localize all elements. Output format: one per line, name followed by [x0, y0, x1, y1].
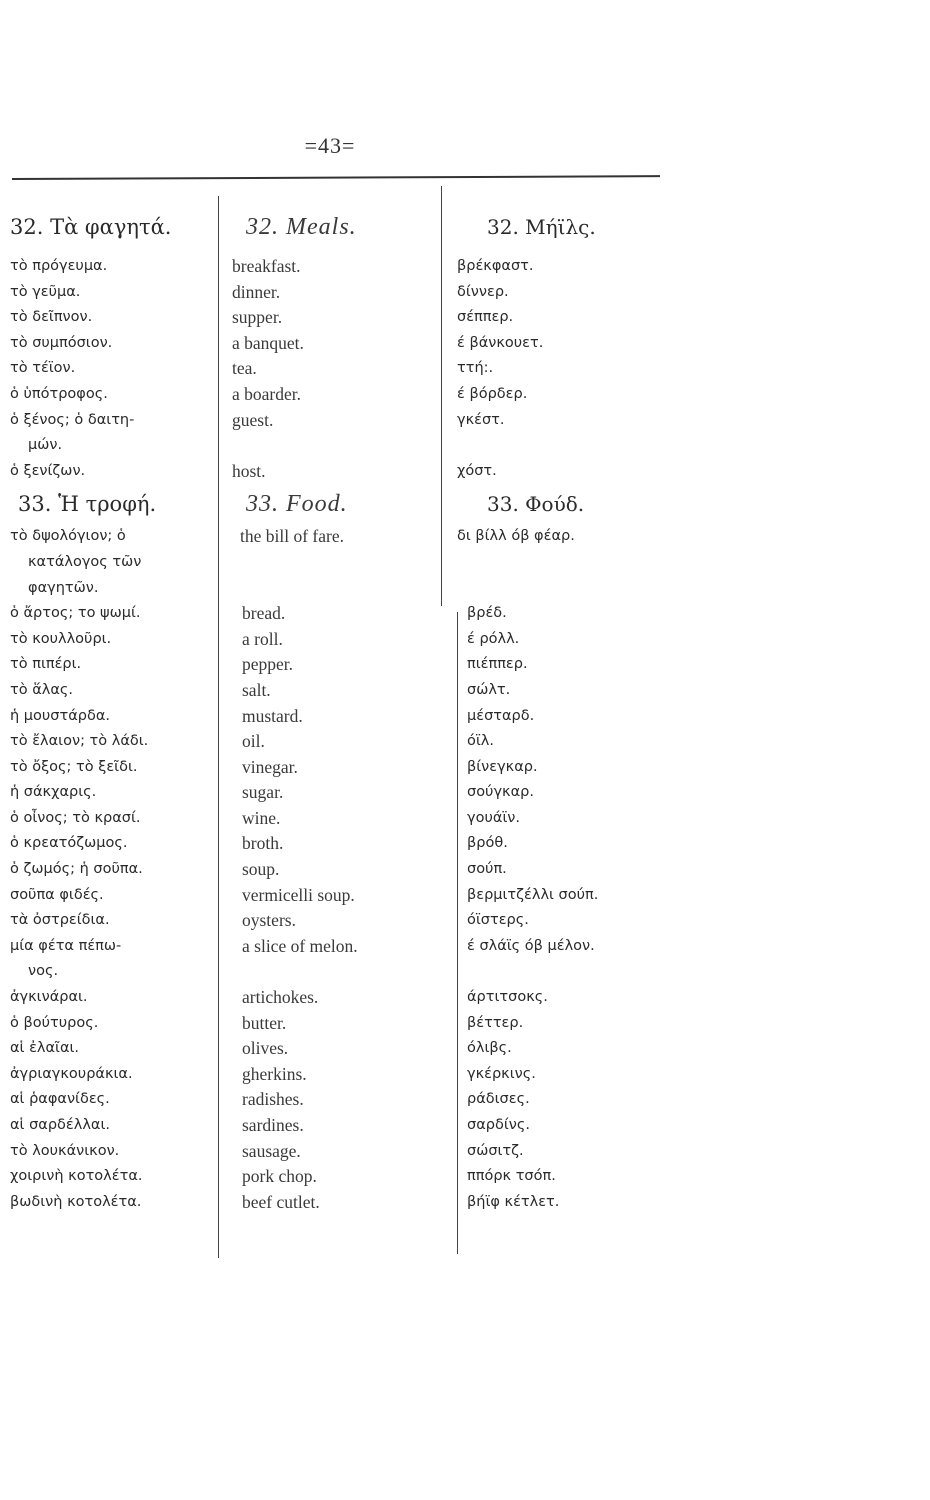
entry-line: βέττερ. [467, 1014, 524, 1031]
greek-column [10, 200, 220, 1215]
entry-line: σώλτ. [467, 681, 511, 698]
entry-line: βίνεγκαρ. [467, 758, 538, 775]
section33-translit-intro: δι βίλλ όβ φέαρ. [457, 528, 575, 545]
spacer [457, 550, 677, 576]
entry-line: vermicelli soup. [242, 884, 355, 905]
entry-line: ὁ ἄρτος; το ψωμί. [10, 605, 141, 622]
entry-line: μών. [28, 437, 63, 454]
entry-line: τὸ ὄξος; τὸ ξεῖδι. [10, 758, 138, 775]
entry-line: salt. [242, 679, 271, 700]
entry-line: ἀγριαγκουράκια. [10, 1065, 133, 1082]
entry-line [467, 959, 677, 985]
entry-line: butter. [242, 1012, 287, 1033]
entry-line: τὸ κουλλοῦρι. [10, 630, 112, 647]
entry-line: νος. [28, 963, 59, 980]
entry-line: wine. [242, 807, 281, 828]
top-rule [12, 175, 660, 180]
entry-line: τὸ συμπόσιον. [10, 334, 113, 351]
entry-line: δίννερ. [457, 283, 509, 300]
entry-line: breakfast. [232, 256, 301, 276]
entry-line: ὁ ζωμός; ἡ σοῦπα. [10, 861, 143, 878]
entry-line: βήϊφ κέτλετ. [467, 1193, 560, 1210]
entry-line: άρτιτσοκς. [467, 989, 548, 1006]
entry-line: βρέκφαστ. [457, 258, 534, 274]
entry-line: sausage. [242, 1140, 301, 1161]
entry-line: χόστ. [457, 462, 497, 479]
entry-line: soup. [242, 859, 280, 880]
entry-line: τὸ πρόγευμα. [10, 258, 108, 274]
entry-line: broth. [242, 833, 284, 854]
entry-line: σούπ. [467, 861, 507, 878]
entry-line: ππόρκ τσόπ. [467, 1168, 556, 1185]
entry-line: ἡ σάκχαρις. [10, 784, 97, 801]
section32-greek-heading: 32. Τὰ φαγητά. [10, 215, 172, 239]
entry-line: a boarder. [232, 383, 301, 404]
entry-line: beef cutlet. [242, 1191, 320, 1212]
entry-line: supper. [232, 307, 283, 328]
entry-line: τὸ γεῦμα. [10, 283, 81, 300]
entry-line: artichokes. [242, 987, 319, 1008]
entry-line: τὸ δψολόγιον; ὁ [10, 528, 126, 545]
entry-line [457, 433, 677, 459]
entry-line: χοιρινὴ κοτολέτα. [10, 1168, 143, 1185]
entry-line: ὁ ξενίζων. [10, 462, 86, 479]
entry-line: έ σλάϊς όβ μέλον. [467, 937, 595, 954]
entry-line: βρέδ. [467, 605, 507, 622]
entry-line: όϊστερς. [467, 912, 529, 929]
entry-line: pork chop. [242, 1166, 317, 1187]
section33-english-list [232, 601, 442, 1215]
entry-line: mustard. [242, 705, 303, 726]
entry-line: σοῦπα φιδές. [10, 886, 104, 903]
entry-line: βωδινὴ κοτολέτα. [10, 1193, 142, 1210]
entry-line [232, 433, 442, 459]
entry-line: σώσιτζ. [467, 1142, 524, 1159]
entry-line: γκέρκινς. [467, 1065, 536, 1082]
spacer [232, 576, 442, 602]
entry-line: bread. [242, 603, 286, 624]
section33-translit-list [457, 601, 677, 1215]
english-column [232, 200, 442, 1215]
entry-line: τὸ ἔλαιον; τὸ λάδι. [10, 733, 149, 750]
entry-line: αἱ ῥαφανίδες. [10, 1091, 110, 1108]
entry-line: γουάϊν. [467, 809, 521, 826]
entry-line: pepper. [242, 654, 294, 675]
entry-line: φαγητῶν. [28, 579, 99, 596]
entry-line: ττή:. [457, 360, 494, 377]
section32-translit-list [457, 254, 677, 484]
entry-line: τὸ λουκάνικον. [10, 1142, 120, 1159]
entry-line: a slice of melon. [242, 935, 358, 956]
spacer [457, 576, 677, 602]
entry-line: αἱ σαρδέλλαι. [10, 1117, 110, 1133]
section33-english-heading: 33. Food. [246, 491, 348, 518]
entry-line: sugar. [242, 782, 284, 803]
section32-english-heading: 32. Meals. [246, 214, 357, 240]
entry-line: gherkins. [242, 1063, 307, 1084]
entry-line: ὁ ὑπότροφος. [10, 385, 108, 402]
entry-line: vinegar. [242, 756, 298, 777]
entry-line: ράδισες. [467, 1091, 530, 1108]
page-number: =43= [304, 133, 356, 158]
entry-line: γκέστ. [457, 411, 505, 428]
entry-line: ὁ ξένος; ὁ δαιτη- [10, 411, 135, 428]
entry-line: host. [232, 460, 266, 481]
entry-line: ὁ βούτυρος. [10, 1014, 99, 1031]
entry-line: ὁ οἶνος; τὸ κρασί. [10, 809, 141, 826]
section32-english-list [232, 254, 442, 484]
entry-line: sardines. [242, 1115, 304, 1135]
entry-line: ἡ μουστάρδα. [10, 707, 111, 724]
entry-line [242, 959, 442, 985]
entry-line: τὸ δεῖπνον. [10, 309, 93, 326]
entry-line: βερμιτζέλλι σούπ. [467, 886, 599, 903]
section32-translit-heading: 32. Μήϊλς. [487, 215, 596, 239]
section33-greek-list [10, 601, 220, 1215]
section33-greek-intro [10, 524, 220, 601]
entry-line: σαρδίνς. [467, 1117, 530, 1133]
entry-line: πιέππερ. [467, 656, 528, 673]
entry-line: έ βάνκουετ. [457, 334, 544, 351]
section33-greek-heading: 33. Ἡ τροφή. [18, 492, 157, 517]
entry-line: σέππερ. [457, 309, 514, 326]
entry-line: τὸ ἅλας. [10, 681, 74, 698]
entry-line: αἱ ἐλαῖαι. [10, 1040, 80, 1057]
entry-line: a banquet. [232, 332, 304, 353]
entry-line: dinner. [232, 281, 281, 302]
entry-line: oysters. [242, 910, 296, 931]
entry-line: μία φέτα πέπω- [10, 937, 122, 954]
translit-column [457, 200, 677, 1215]
entry-line: μέσταρδ. [467, 707, 535, 724]
entry-line: tea. [232, 358, 257, 379]
entry-line: τὸ πιπέρι. [10, 656, 82, 673]
entry-line: τὸ τέϊον. [10, 360, 76, 377]
entry-line: τὰ ὀστρείδια. [10, 912, 110, 929]
entry-line: radishes. [242, 1089, 304, 1110]
entry-line: guest. [232, 409, 274, 430]
entry-line: έ ρόλλ. [467, 630, 520, 647]
entry-line: κατάλογος τῶν [28, 553, 142, 570]
entry-line: ἀγκινάραι. [10, 989, 88, 1006]
section33-translit-heading: 33. Φούδ. [487, 492, 585, 517]
entry-line: a roll. [242, 628, 283, 649]
entry-line: olives. [242, 1038, 289, 1059]
entry-line: ὁ κρεατόζωμος. [10, 835, 128, 852]
entry-line: όϊλ. [467, 733, 494, 750]
entry-line: έ βόρδερ. [457, 385, 528, 402]
entry-line: βρόθ. [467, 835, 508, 852]
entry-line: σούγκαρ. [467, 784, 534, 801]
spacer [232, 550, 442, 576]
entry-line: oil. [242, 731, 265, 752]
section33-english-intro: the bill of fare. [240, 526, 344, 547]
section32-greek-list [10, 254, 220, 484]
entry-line: όλιβς. [467, 1040, 512, 1057]
